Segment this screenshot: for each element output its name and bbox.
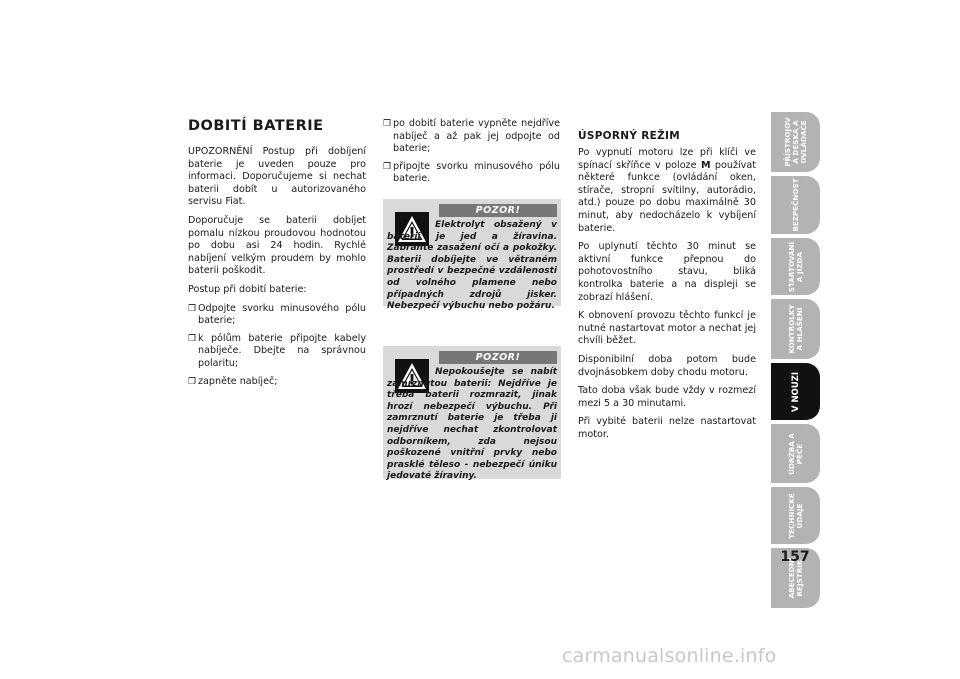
paragraph-economy-intro: Po vypnutí motoru lze při klíči ve spínací skříňce v poloze M používat některé funkce (ovládání oken, stírače, stropní svítilny, autorádio, atd.) pouze po dobu maximálně 30 minut, aby nedocházelo k vybíjení baterie.	[578, 147, 756, 234]
section-heading-economy-mode: ÚSPORNÝ REŽIM	[578, 130, 680, 142]
watermark: carmanualsonline.info	[562, 645, 777, 667]
paragraph-time-range: Tato doba však bude vždy v rozmezí mezi 5 a 30 minutami.	[578, 385, 756, 409]
paragraph-standby: Po uplynutí těchto 30 minut se aktivní funkce přepnou do pohotovostního stavu, bliká kontrolka baterie a na displeji se zobrazí hlášení.	[578, 241, 756, 303]
column-middle	[383, 118, 560, 191]
list-item: ❐ připojte svorku minusového pólu baterie.	[383, 160, 560, 185]
key-position-m: M	[700, 159, 711, 171]
column-left	[188, 118, 366, 393]
paragraph-restore: K obnovení provozu těchto funkcí je nutné nastartovat motor a nechat jej chvíli běžet.	[578, 310, 756, 347]
list-item: ❐ zapněte nabíječ;	[188, 375, 278, 387]
warning-text: Elektrolyt obsažený v baterii je jed a žíravina. Zabraňte zasažení očí a pokožky. Baterii dobíjejte ve větraném prostředí v bezpečné vzdálenosti od volného plamene nebo případných zdrojů jisker. Nebezpečí výbuchu nebo požáru.	[387, 220, 557, 312]
column-right	[578, 130, 756, 447]
tab-warning-lights[interactable]: KONTROLKY A HLÁŠENÍ	[771, 299, 820, 359]
list-item: ❐ Odpojte svorku minusového pólu baterie;	[188, 302, 366, 327]
list-item: ❐ po dobití baterie vypněte nejdříve nabíječ a až pak jej odpojte od baterie;	[383, 118, 560, 155]
tab-index[interactable]: ABECEDNÍ REJSTŘÍK	[771, 548, 820, 608]
warning-box-electrolyte	[383, 199, 561, 312]
tab-dashboard-controls[interactable]: PŘÍSTROJOV Á DESKA A OVLÁDAČE	[771, 112, 820, 172]
checkbox-bullet-icon: ❐	[188, 333, 197, 344]
paragraph-charging-advice: Doporučuje se baterii dobíjet pomalu nízkou proudovou hodnotou po dobu asi 24 hodin. Rychlé nabíjení velkým proudem by mohlo baterii poškodit.	[188, 214, 366, 277]
paragraph-available-time: Disponibilní doba potom bude dvojnásobkem doby chodu motoru.	[578, 353, 756, 378]
warning-box-frozen-battery	[383, 346, 561, 482]
checkbox-bullet-icon: ❐	[383, 119, 392, 129]
tab-technical-data[interactable]: TECHNICKÉ ÚDAJE	[771, 487, 820, 544]
paragraph-notice: UPOZORNĚNÍ Postup při dobíjení baterie je uveden pouze pro informaci. Doporučujeme si nechat baterii dobít u autorizovaného servisu Fiat.	[188, 146, 366, 208]
list-item: ❐ k pólům baterie připojte kabely nabíječe. Dbejte na správnou polaritu;	[188, 332, 366, 369]
checkbox-bullet-icon: ❐	[188, 376, 197, 387]
warning-text: Nepokoušejte se nabít zamrznutou baterii: Nejdříve je třeba baterii rozmrazit, jinak hrozí nebezpečí výbuchu. Při zamrznutí baterie je třeba ji nejdříve nechat zkontrolovat odborníkem, zda nejsou poškozené vnitřní prvky nebo prasklé těleso - nebezpečí úniku jedovaté žíraviny.	[387, 367, 557, 482]
tab-emergency[interactable]: V NOUZI	[771, 363, 820, 420]
page-number: 157	[780, 549, 810, 565]
checkbox-bullet-icon: ❐	[383, 161, 392, 172]
section-heading-battery-charging: DOBITÍ BATERIE	[188, 118, 324, 134]
paragraph-flat-battery: Při vybité baterii nelze nastartovat motor.	[578, 416, 756, 440]
checkbox-bullet-icon: ❐	[188, 303, 197, 314]
warning-title: POZOR!	[439, 351, 557, 364]
warning-title: POZOR!	[439, 204, 557, 217]
tab-maintenance[interactable]: ÚDRŽBA A PÉČE	[771, 424, 820, 483]
paragraph-procedure-intro: Postup při dobití baterie:	[188, 283, 307, 295]
tab-safety[interactable]: BEZPEČNOST	[771, 176, 820, 234]
tab-starting-driving[interactable]: STARTOVÁNÍ A JÍZDA	[771, 238, 820, 295]
